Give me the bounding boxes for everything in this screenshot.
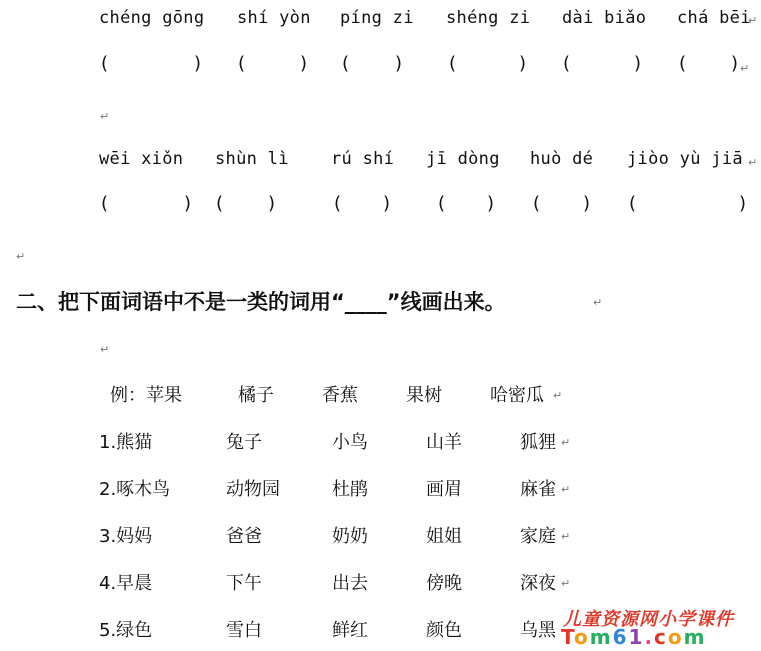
word-item: 2.啄木鸟 <box>99 479 171 500</box>
word-item: 杜鹃 <box>332 479 368 500</box>
word-item: 雪白 <box>226 620 262 641</box>
answer-blank-close: ) <box>583 193 591 214</box>
word-item: 深夜 <box>520 573 556 594</box>
word-item: 家庭 <box>520 526 556 547</box>
word-item: 姐姐 <box>426 526 462 547</box>
pinyin-item: shùn lì <box>215 149 289 169</box>
pinyin-item: shí yòn <box>237 8 311 28</box>
word-item: 麻雀 <box>520 479 556 500</box>
word-item: 傍晚 <box>426 573 462 594</box>
watermark-letter: T <box>561 625 574 649</box>
paragraph-mark: ↵ <box>100 343 110 356</box>
answer-blank-open: ( <box>438 193 446 214</box>
word-item: 动物园 <box>226 479 280 500</box>
paragraph-mark: ↵ <box>16 250 26 263</box>
word-item: 鲜红 <box>332 620 368 641</box>
watermark-letter: o <box>574 625 590 649</box>
answer-blank-open: ( <box>216 193 224 214</box>
watermark-letter: o <box>667 625 684 649</box>
example-word: 橘子 <box>238 385 274 406</box>
word-item: 狐狸 <box>520 432 556 453</box>
answer-blank-close: ) <box>300 53 308 74</box>
answer-blank-open: ( <box>334 193 342 214</box>
answer-blank-open: ( <box>629 193 637 214</box>
word-item: 1.熊猫 <box>99 432 153 453</box>
paragraph-mark: ↵ <box>593 296 603 309</box>
pinyin-item: dài biǎo <box>562 8 647 28</box>
answer-blank-open: ( <box>533 193 541 214</box>
example-word: 果树 <box>406 385 442 406</box>
paragraph-mark: ↵ <box>561 530 571 543</box>
example-word: 香蕉 <box>322 385 358 406</box>
paragraph-mark: ↵ <box>748 14 758 27</box>
answer-blank-close: ) <box>487 193 495 214</box>
word-item: 4.早晨 <box>99 573 153 594</box>
answer-blank-open: ( <box>238 53 246 74</box>
answer-blank-open: ( <box>342 53 350 74</box>
pinyin-item: shéng zi <box>446 8 531 28</box>
word-item: 兔子 <box>226 432 262 453</box>
word-item: 出去 <box>332 573 368 594</box>
paragraph-mark: ↵ <box>561 577 571 590</box>
paragraph-mark: ↵ <box>561 436 571 449</box>
word-item: 山羊 <box>426 432 462 453</box>
watermark-letter: . <box>644 625 655 649</box>
paragraph-mark: ↵ <box>740 62 750 75</box>
watermark-letter: c <box>654 625 668 649</box>
pinyin-item: rú shí <box>331 149 395 169</box>
example-word: 哈密瓜 <box>490 385 544 406</box>
watermark-letter: m <box>683 625 707 649</box>
watermark-letter: 6 <box>612 625 629 649</box>
answer-blank-open: ( <box>101 53 109 74</box>
pinyin-item: jiòo yù jiā <box>627 149 743 169</box>
watermark-letter: 1 <box>628 625 645 649</box>
watermark-text-top: 儿童资源网小学课件 <box>563 609 734 630</box>
answer-blank-close: ) <box>395 53 403 74</box>
answer-blank-open: ( <box>563 53 571 74</box>
paragraph-mark: ↵ <box>748 156 758 169</box>
example-label: 例：苹果 <box>110 385 182 406</box>
section-heading: 二、把下面词语中不是一类的词用“____”线画出来。 <box>16 290 506 314</box>
answer-blank-close: ) <box>634 53 642 74</box>
answer-blank-open: ( <box>449 53 457 74</box>
watermark-letter: m <box>589 625 613 649</box>
pinyin-item: chá bēi <box>677 8 751 28</box>
answer-blank-close: ) <box>268 193 276 214</box>
word-item: 颜色 <box>426 620 462 641</box>
pinyin-item: chéng gōng <box>99 8 205 28</box>
paragraph-mark: ↵ <box>100 110 110 123</box>
answer-blank-open: ( <box>101 193 109 214</box>
answer-blank-close: ) <box>184 193 192 214</box>
word-item: 5.绿色 <box>99 620 153 641</box>
answer-blank-close: ) <box>519 53 527 74</box>
watermark-text-bottom <box>561 625 707 649</box>
pinyin-item: jī dòng <box>426 149 500 169</box>
answer-blank-open: ( <box>679 53 687 74</box>
answer-blank-close: ) <box>731 53 739 74</box>
pinyin-item: wēi xiǒn <box>99 149 184 169</box>
paragraph-mark: ↵ <box>561 483 571 496</box>
word-item: 爸爸 <box>226 526 262 547</box>
answer-blank-close: ) <box>194 53 202 74</box>
pinyin-item: píng zi <box>340 8 414 28</box>
answer-blank-close: ) <box>383 193 391 214</box>
word-item: 乌黑 <box>520 620 556 641</box>
word-item: 奶奶 <box>332 526 368 547</box>
word-item: 小鸟 <box>332 432 368 453</box>
pinyin-item: huò dé <box>530 149 594 169</box>
answer-blank-close: ) <box>739 193 747 214</box>
word-item: 下午 <box>226 573 262 594</box>
word-item: 画眉 <box>426 479 462 500</box>
paragraph-mark: ↵ <box>553 389 563 402</box>
tom61-watermark-logo <box>553 603 761 651</box>
word-item: 3.妈妈 <box>99 526 153 547</box>
